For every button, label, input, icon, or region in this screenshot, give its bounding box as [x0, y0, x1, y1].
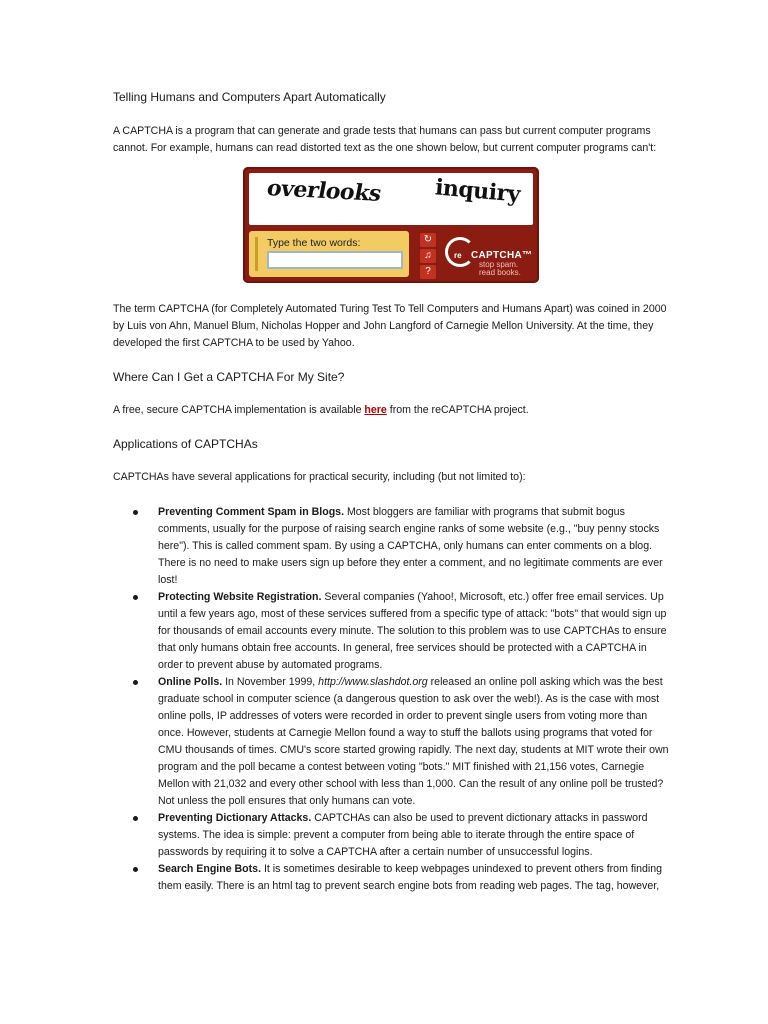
document-body — [113, 88, 673, 895]
list-item — [113, 589, 673, 674]
logo-tagline — [479, 261, 521, 277]
applications-intro: CAPTCHAs have several applications for practical security, including (but not limited to): — [113, 471, 526, 483]
logo-brand: CAPTCHA™ — [471, 250, 533, 261]
section-heading-where: Where Can I Get a CAPTCHA For My Site? — [113, 370, 345, 384]
list-item — [113, 674, 673, 810]
list-item-text: released an online poll asking which was the best graduate school in computer science (a dangerous question to ask over the web!). As is the case with most online polls, IP addresses of voters were recorded in order to prevent single users from voting more than once. However, students at Carnegie Mellon found a way to stuff the ballots using programs that voted for CMU thousands of times. CMU's score started growing rapidly. The next day, students at MIT wrote their own program and the poll became a contest between voting "bots." MIT finished with 21,156 votes, Carnegie Mellon with 21,032 and every other school with less than 1,000. Can the result of any online poll be trusted? Not unless the poll ensures that only humans can vote. — [158, 676, 669, 807]
logo-tagline-1: stop spam. — [479, 260, 519, 269]
captcha-word-2: inquiry — [434, 174, 521, 208]
list-item-lead: Preventing Comment Spam in Blogs. — [158, 506, 345, 518]
captcha-widget — [243, 167, 539, 283]
list-item — [113, 504, 673, 589]
where-paragraph — [113, 402, 673, 419]
list-item-lead: Search Engine Bots. — [158, 863, 262, 875]
logo-tagline-2: read books. — [479, 268, 521, 277]
history-paragraph: The term CAPTCHA (for Completely Automated Turing Test To Tell Computers and Humans Apart) was coined in 2000 by Luis von Ahn, Manuel Blum, Nicholas Hopper and John Langford of Carnegie Mellon University. At the time, they developed the first CAPTCHA to be used by Yahoo. — [113, 303, 667, 349]
list-item-text: CAPTCHAs can also be used to prevent dictionary attacks in password systems. The idea is simple: prevent a computer from being able to iterate through the entire space of passwords by requiring it to solve a CAPTCHA after a certain number of unsuccessful logins. — [158, 812, 648, 858]
captcha-word-1: overlooks — [264, 175, 384, 207]
list-item-text: Several companies (Yahoo!, Microsoft, etc.) offer free email services. Up until a few years ago, most of these services suffered from a specific type of attack: "bots" that would sign up for thousands of email accounts every minute. The solution to this problem was to use CAPTCHAs to ensure that only humans obtain free accounts. In general, free services should be protected with a CAPTCHA in order to prevent abuse by automated programs. — [158, 591, 667, 671]
recaptcha-logo — [445, 233, 535, 277]
refresh-icon[interactable]: ↻ — [420, 233, 436, 247]
list-item-text-before: In November 1999, — [222, 676, 319, 688]
audio-icon[interactable]: ♫ — [420, 249, 436, 263]
list-item-lead: Online Polls. — [158, 676, 223, 688]
intro-paragraph: A CAPTCHA is a program that can generate and grade tests that humans can pass but current computer programs cannot. For example, humans can read distorted text as the one shown below, but current computer programs can't: — [113, 125, 657, 154]
captcha-answer-input[interactable] — [267, 251, 403, 269]
list-item-text: It is sometimes desirable to keep webpages unindexed to prevent others from finding them easily. There is an html tag to prevent search engine bots from reading web pages. The tag, however, — [158, 863, 663, 892]
where-text-before: A free, secure CAPTCHA implementation is available — [113, 404, 365, 416]
applications-list — [113, 504, 673, 895]
input-accent-bar — [255, 237, 258, 271]
captcha-image — [249, 173, 533, 225]
list-item — [113, 810, 673, 861]
slashdot-url: http://www.slashdot.org — [318, 676, 428, 688]
page-title: Telling Humans and Computers Apart Automatically — [113, 90, 386, 104]
list-item-lead: Preventing Dictionary Attacks. — [158, 812, 312, 824]
captcha-input-panel — [249, 231, 409, 277]
list-item — [113, 861, 673, 895]
where-text-after: from the reCAPTCHA project. — [386, 404, 529, 416]
help-icon[interactable]: ? — [420, 265, 436, 279]
list-item-lead: Protecting Website Registration. — [158, 591, 322, 603]
captcha-input-label: Type the two words: — [267, 237, 361, 249]
list-item-text: Most bloggers are familiar with programs that submit bogus comments, usually for the purpose of raising search engine ranks of some website (e.g., "buy penny stocks here"). This is called comment spam. By using a CAPTCHA, only humans can enter comments on a blog. There is no need to make users sign up before they enter a comment, and no legitimate comments are ever lost! — [158, 506, 663, 586]
recaptcha-here-link[interactable]: here — [364, 404, 387, 416]
section-heading-applications: Applications of CAPTCHAs — [113, 437, 258, 451]
logo-re: re — [454, 251, 462, 260]
